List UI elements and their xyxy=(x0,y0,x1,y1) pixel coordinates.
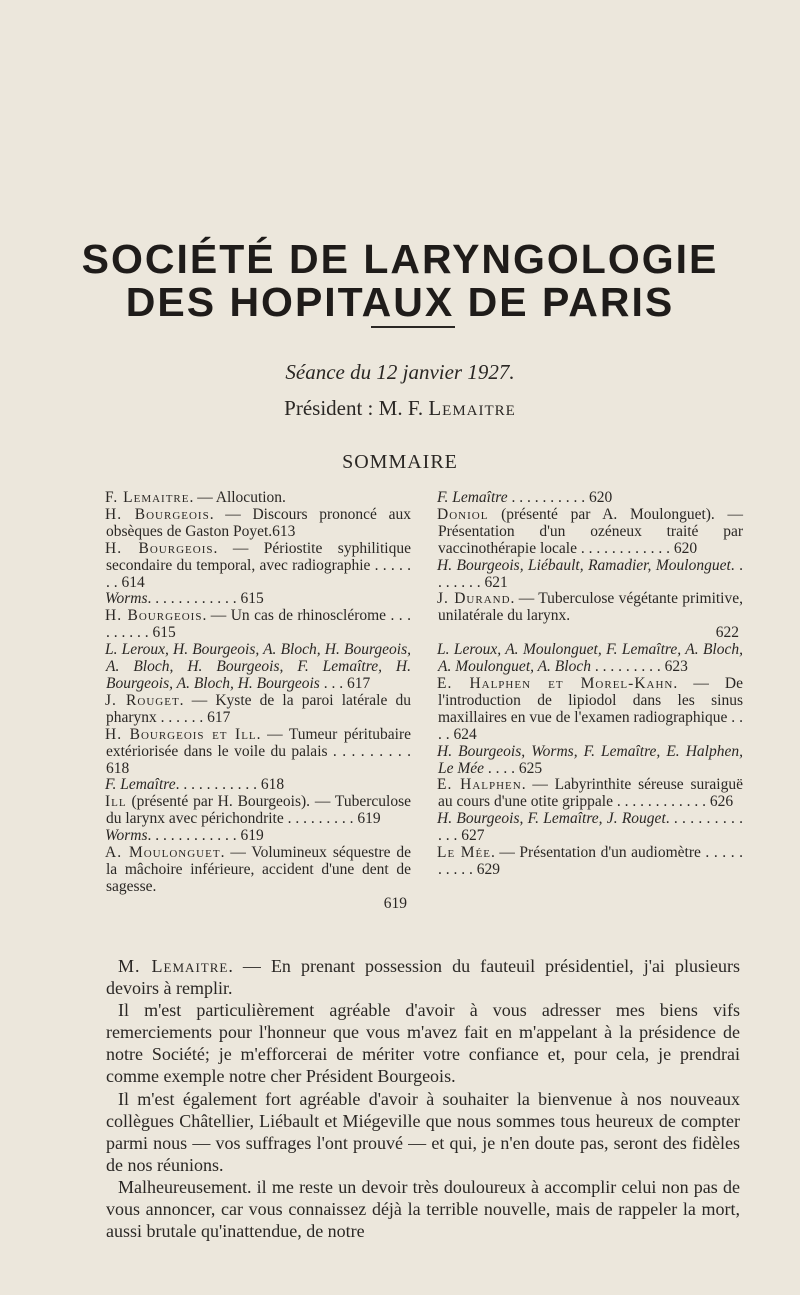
entry-author: Le Mée xyxy=(437,844,491,862)
summary-entry xyxy=(106,591,411,608)
summary-entry xyxy=(438,507,743,558)
entry-text: . — Kyste de la paroi latérale du pharynx . . . . . . xyxy=(106,691,411,726)
summary-entry xyxy=(438,591,743,642)
entry-author: A. Moulonguet xyxy=(105,844,221,862)
summary-left-column xyxy=(106,490,411,913)
entry-text: . . . xyxy=(319,674,344,692)
entry-author: E. Halphen xyxy=(437,776,522,794)
entry-discussant: H. Bourgeois, Liébault, Ramadier, Moulonguet xyxy=(437,556,731,574)
summary-entry xyxy=(106,828,411,845)
summary-entry xyxy=(438,845,743,879)
entry-page: 618 xyxy=(260,776,285,794)
entry-discussant: Worms xyxy=(105,827,148,845)
summary-entry xyxy=(438,811,743,845)
summary-entry xyxy=(106,794,411,828)
summary-entry xyxy=(106,693,411,727)
entry-author: H. Bourgeois et Ill xyxy=(105,725,257,743)
entry-discussant: Worms xyxy=(105,590,148,608)
entry-text: . . . . . . . . . xyxy=(590,658,661,676)
entry-author: H. Bourgeois xyxy=(105,607,203,625)
paragraph-text: . — En prenant possession du fauteuil présidentiel, j'ai plusieurs devoirs à remplir. xyxy=(106,956,740,999)
summary-right-column xyxy=(438,490,743,879)
paragraph: Il m'est également fort agréable d'avoir à souhaiter la bienvenue à nos nouveaux collègues Châtellier, Liébault et Miégeville que nous sommes tous heureux de compter parmi nous — vos suffrages l'ont prouvé — et qui, je n'en doute pas, seront des fidèles de nos réunions. xyxy=(106,1088,740,1175)
summary-entry xyxy=(438,642,743,676)
summary-entry xyxy=(106,541,411,592)
summary-entry xyxy=(438,676,743,744)
entry-text: . — Discours prononcé aux obsèques de Gaston Poyet. xyxy=(106,505,411,540)
entry-text: . — Allocution. xyxy=(189,489,286,506)
entry-discussant: F. Lemaître xyxy=(437,489,508,506)
entry-page: 619 xyxy=(240,827,264,845)
entry-text: . — Labyrinthite séreuse suraiguë au cours d'une otite grippale . . . . . . . . . . . . xyxy=(438,776,743,811)
entry-text: . . . . xyxy=(484,759,516,777)
entry-text: (présenté par A. Moulonguet). — Présentation d'un ozéneux traité par vaccinothérapie locale . . . . . . . . . . . . xyxy=(438,505,743,557)
summary-entry xyxy=(106,642,411,693)
summary-entry xyxy=(438,490,743,507)
summary-entry xyxy=(438,744,743,778)
society-title-line2: DES HOPITAUX DE PARIS xyxy=(125,279,675,325)
entry-author: E. Halphen et Morel-Kahn xyxy=(437,674,674,692)
paragraph: Il m'est particulièrement agréable d'avoir à vous adresser mes biens vifs remerciements pour l'honneur que vous m'avez fait en m'appelant à la présidence de notre Société; je m'efforcerai de mériter votre confiance et, pour cela, je prendrai comme exemple notre cher Président Bourgeois. xyxy=(106,1000,740,1087)
president-name: Lemaitre xyxy=(428,396,516,420)
entry-author: J. Durand xyxy=(437,590,511,608)
entry-discussant: L. Leroux, A. Moulonguet, F. Lemaître, A. Bloch, A. Moulonguet, A. Bloch xyxy=(437,641,743,676)
paragraph: Malheureusement. il me reste un devoir très douloureux à accomplir celui non pas de vous annoncer, car vous connaissez déjà la terrible nouvelle, mais de rappeler la mort, aussi brutale qu'inattendue, de notre xyxy=(106,1176,740,1242)
entry-page: 629 xyxy=(476,860,500,878)
entry-page: 627 xyxy=(461,827,485,845)
entry-text: . . . . . . . . . . . xyxy=(175,776,257,794)
session-date: Séance du 12 janvier 1927. xyxy=(285,360,515,384)
summary-entry xyxy=(438,777,743,811)
entry-page: 615 xyxy=(152,624,176,642)
speaker-name: M. Lemaitre xyxy=(118,956,229,976)
entry-text: . — Un cas de rhinosclérome . . . . . . . . . xyxy=(106,607,411,642)
entry-page: 617 xyxy=(346,674,371,692)
summary-entry xyxy=(106,507,411,541)
summary-entry xyxy=(106,490,411,507)
entry-page: 619 xyxy=(357,810,381,828)
entry-page: 625 xyxy=(518,759,543,777)
paragraph xyxy=(106,955,740,999)
entry-discussant: H. Bourgeois, Worms, F. Lemaître, E. Halphen, Le Mée xyxy=(437,742,743,777)
entry-text: . — Volumineux séquestre de la mâchoire inférieure, accident d'une dent de sagesse. xyxy=(106,844,412,895)
summary-entry xyxy=(106,608,411,642)
summary-entry xyxy=(106,845,411,913)
entry-text: . . . . . . . . xyxy=(438,556,743,591)
entry-page: 613 xyxy=(272,522,296,540)
entry-page: 615 xyxy=(240,590,264,608)
entry-page: 620 xyxy=(673,539,698,557)
entry-page: 617 xyxy=(207,708,231,726)
entry-discussant: H. Bourgeois, F. Lemaître, J. Rouget xyxy=(437,810,666,828)
entry-text: . . . . . . . . . . xyxy=(507,489,586,506)
entry-page: 623 xyxy=(664,658,688,676)
entry-page: 622 xyxy=(715,624,739,642)
entry-text: (présenté par H. Bourgeois). — Tuberculose du larynx avec périchondrite . . . . . . . . . xyxy=(106,793,411,828)
entry-author: H. Bourgeois xyxy=(105,539,214,557)
summary-entry xyxy=(106,777,411,794)
entry-text: . — De l'introduction de lipiodol dans les sinus maxillaires en vue de l'examen radiographique . . . . xyxy=(438,674,743,743)
entry-page: 620 xyxy=(589,489,613,506)
society-title-line1: SOCIÉTÉ DE LARYNGOLOGIE xyxy=(81,236,719,282)
entry-page: 618 xyxy=(106,759,130,777)
entry-page: 621 xyxy=(484,573,508,591)
entry-text: . . . . . . . . . . . . xyxy=(147,827,237,845)
entry-author: Doniol xyxy=(437,505,489,523)
entry-text: . — Périostite syphilitique secondaire du temporal, avec radiographie . . . . . . . xyxy=(106,539,411,591)
entry-text: . — Tumeur péritubaire extériorisée dans le voile du palais . . . . . . . . . xyxy=(106,725,411,760)
entry-text: . . . . . . . . . . . . . xyxy=(438,810,744,845)
entry-discussant: L. Leroux, H. Bourgeois, A. Bloch, H. Bourgeois, A. Bloch, H. Bourgeois, F. Lemaître, H. Bourgeois, A. Bloch, H. Bourgeois xyxy=(105,641,411,692)
entry-text: . — Présentation d'un audiomètre . . . . . . . . . . xyxy=(438,844,743,878)
entry-author: Ill xyxy=(105,793,127,811)
president-label: Président : M. F. xyxy=(284,396,424,420)
entry-text: . . . . . . . . . . . . xyxy=(147,590,237,608)
president-line xyxy=(0,396,800,421)
entry-page: 626 xyxy=(709,793,734,811)
entry-text: . — Tuberculose végétante primitive, unilatérale du larynx. xyxy=(438,590,743,625)
summary-entry xyxy=(106,727,411,778)
title-divider xyxy=(371,326,455,328)
entry-page: 619 xyxy=(383,894,407,912)
entry-page: 614 xyxy=(121,573,145,591)
entry-discussant: F. Lemaître xyxy=(105,776,176,794)
entry-author: J. Rouget xyxy=(105,691,180,709)
body-text xyxy=(106,955,740,1242)
summary-heading: SOMMAIRE xyxy=(342,451,458,473)
entry-page: 624 xyxy=(453,725,477,743)
entry-author: H. Bourgeois xyxy=(105,505,210,523)
summary-entry xyxy=(438,558,743,592)
entry-author: F. Lemaitre xyxy=(105,489,190,506)
